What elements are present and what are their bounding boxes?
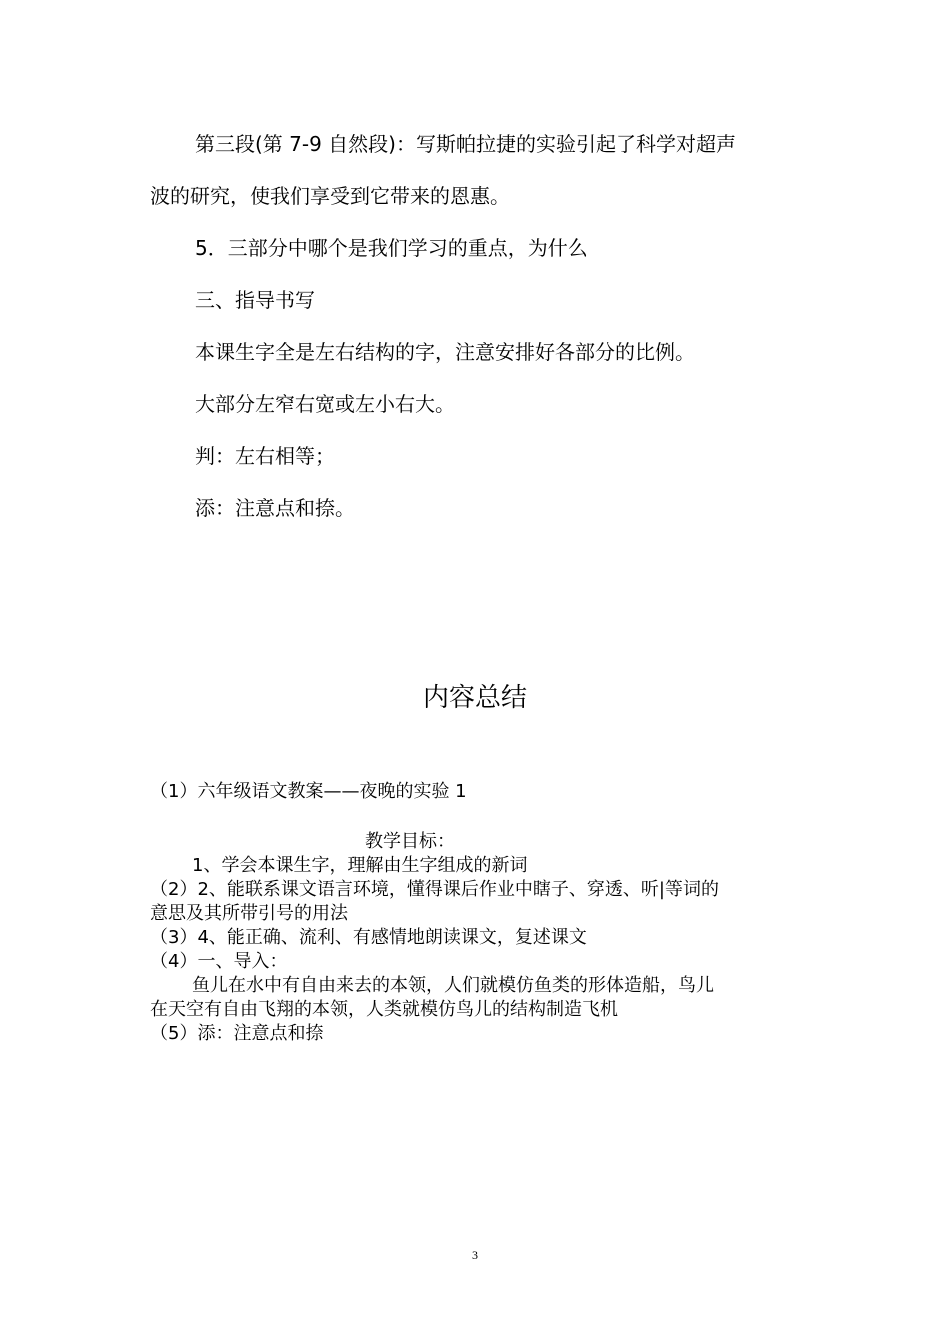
summary-item-4: （4）一、导入： [150, 951, 288, 972]
paragraph-line: 第三段(第 7-9 自然段)：写斯帕拉捷的实验引起了科学对超声 [195, 132, 736, 156]
lesson-body [150, 118, 800, 534]
summary-item-2 [150, 878, 800, 926]
paragraph-line: 波的研究，使我们享受到它带来的恩惠。 [150, 184, 510, 208]
writing-note-structure: 本课生字全是左右结构的字，注意安排好各部分的比例。 [195, 340, 695, 364]
summary-item-2-line: （2）2、能联系课文语言环境，懂得课后作业中瞎子、穿透、听|等词的 [150, 879, 719, 900]
summary-item-5: （5）添：注意点和捺 [150, 1023, 324, 1044]
writing-note-pan: 判：左右相等； [195, 444, 335, 468]
section-heading-writing: 三、指导书写 [195, 288, 315, 312]
paragraph-continuation [150, 170, 800, 222]
summary-body [150, 780, 800, 1046]
intro-paragraph [150, 974, 800, 1022]
teaching-goal-1: 1、学会本课生字，理解由生字组成的新词 [192, 855, 528, 876]
writing-note-tian: 添：注意点和捺。 [195, 496, 355, 520]
summary-item-2-line: 意思及其所带引号的用法 [150, 903, 348, 924]
teaching-goals-heading: 教学目标： [365, 831, 455, 852]
page-number: 3 [472, 1248, 478, 1262]
writing-note-proportion: 大部分左窄右宽或左小右大。 [195, 392, 455, 416]
intro-line: 在天空有自由飞翔的本领，人类就模仿鸟儿的结构制造飞机 [150, 999, 618, 1020]
summary-item-3: （3）4、能正确、流利、有感情地朗读课文，复述课文 [150, 927, 587, 948]
summary-item-1: （1）六年级语文教案——夜晚的实验 1 [150, 781, 467, 802]
question-5: 5．三部分中哪个是我们学习的重点，为什么 [195, 236, 588, 260]
paragraph-section-three [150, 118, 800, 170]
intro-line: 鱼儿在水中有自由来去的本领，人们就模仿鱼类的形体造船，鸟儿 [192, 975, 714, 996]
summary-title: 内容总结 [422, 683, 527, 713]
